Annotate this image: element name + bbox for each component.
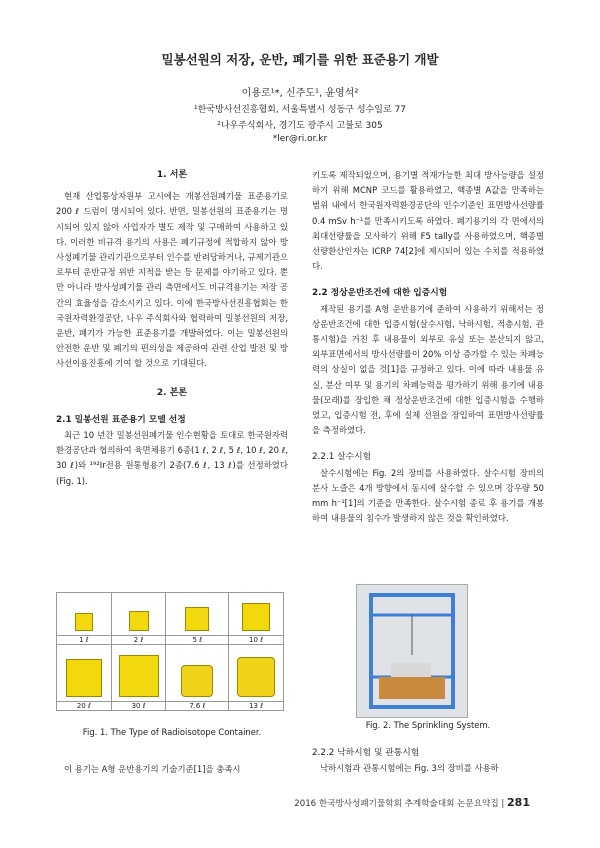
- figure-2-sprinkling-system: [356, 584, 468, 718]
- email: *ler@ri.or.kr: [272, 134, 328, 144]
- section-heading-intro: 1. 서론: [156, 170, 188, 180]
- container-image: [111, 645, 166, 702]
- figure-1-caption: Fig. 1. The Type of Radioisotope Container.: [82, 727, 262, 737]
- right-column: [312, 168, 544, 526]
- sprinkling-paragraph: 살수시험에는 Fig. 2의 장비를 사용하였다. 살수시험 장비의 분사 노즐은 4개 방향에서 동시에 살수할 수 있으며 강우량 50 mm h⁻¹[1]의 기준을 만족한다. 살수시험 종료 후 용기를 개봉하여 내용물의 침수가 발생하지 않은 것을 확인하였다.: [312, 467, 544, 524]
- container-label: 2 ℓ: [111, 636, 166, 645]
- paper-title: 밀봉선원의 저장, 운반, 폐기를 위한 표준용기 개발: [161, 52, 439, 67]
- container-image: [111, 593, 166, 636]
- affiliation-2: ²나우주식회사, 경기도 광주시 고불로 305: [217, 121, 383, 131]
- container-image: [57, 645, 112, 702]
- page-number: 281: [507, 796, 530, 809]
- page-footer: [294, 796, 530, 809]
- container-label: 1 ℓ: [57, 636, 112, 645]
- subsection-2-2-1: 2.2.1 살수시험: [312, 452, 372, 463]
- drop-test-paragraph: 낙하시험과 관통시험에는 Fig. 3의 장비를 사용하: [320, 763, 499, 774]
- container-label: 5 ℓ: [166, 636, 229, 645]
- left-column: [56, 168, 288, 489]
- affiliation-1: ¹한국방사선진흥협회, 서울특별시 성동구 성수일로 77: [194, 105, 406, 115]
- footer-text: 2016 한국방사성폐기물학회 추계학술대회 논문요약집 |: [294, 799, 508, 809]
- left-last-line: 이 용기는 A형 운반용기의 기술기준[1]을 충족시: [64, 764, 241, 774]
- subsection-2-2: 2.2 정상운반조건에 대한 입증시험: [312, 288, 448, 299]
- container-image: [229, 645, 284, 702]
- subsection-2-2-2: 2.2.2 낙하시험 및 관통시험: [312, 748, 420, 758]
- right-bottom: [312, 746, 544, 776]
- container-label: 20 ℓ: [57, 702, 112, 711]
- intro-paragraph: 현재 산업통상자원부 고시에는 개봉선원폐기물 표준용기로 200 ℓ 드럼이 명시되어 있다. 반면, 밀봉선원의 표준용기는 명시되어 있지 않아 사업자가 별도 제작 및 구매하여 사용하고 있다. 이러한 비규격 용기의 사용은 폐기규정에 적합하지 않아 방사성폐기물 관리기관으로부터 인수를 반려당하거나, 규제기관으로부터 운반규정 위반 지적을 받는 등 문제를 야기하고 있다. 뿐만 아니라 방사성폐기물 관리 측면에서도 비규격용기는 저장 공간의 효율성을 감소시키고 있다. 이에 한국방사선진흥협회는 한국원자력환경공단, 나우 주식회사와 협력하여 밀봉선원의 저장, 운반, 폐기가 가능한 표준용기를 개발하였다. 이는 밀봉선원의 안전한 운반 및 폐기의 편의성을 제공하여 관련 산업 발전 및 방사선이용진흥에 기여 할 것으로 기대된다.: [56, 191, 288, 369]
- container-image: [166, 645, 229, 702]
- container-image: [166, 593, 229, 636]
- figure-1-containers: [56, 592, 284, 722]
- container-label: 10 ℓ: [229, 636, 284, 645]
- subsection-2-1: 2.1 밀봉선원 표준용기 모델 선정: [56, 414, 186, 425]
- container-label: 13 ℓ: [229, 702, 284, 711]
- container-image: [229, 593, 284, 636]
- authors: 이용로¹*, 신주도¹, 윤영석²: [241, 88, 359, 99]
- model-paragraph: 최근 10 년간 밀봉선원폐기물 인수현황을 토대로 한국원자력환경공단과 협의하여 육면체용기 6종(1 ℓ, 2 ℓ, 5 ℓ, 10 ℓ, 20 ℓ, 30 ℓ)와 ¹⁹²Ir전용 원통형용기 2종(7.6 ℓ, 13 ℓ)를 선정하였다(Fig. 1).: [56, 430, 288, 486]
- mcnp-paragraph: 키도록 제작되었으며, 용기별 적재가능한 최대 방사능량을 설정하기 위해 MCNP 코드를 활용하였고, 핵종별 A값을 만족하는 범위 내에서 한국원자력환경공단의 인수기준인 표면방사선량률 0.4 mSv h⁻¹를 만족시키도록 하였다. 폐기용기의 각 면에서의 최대선량률을 모사하기 위해 F5 tally를 사용하였으며, 핵종별 선량환산인자는 ICRP 74[2]에 제시되어 있는 수치를 적용하였다.: [312, 170, 544, 272]
- container-image: [57, 593, 112, 636]
- section-heading-body: 2. 본론: [156, 387, 188, 398]
- proof-test-paragraph: 제작된 용기를 A형 운반용기에 준하여 사용하기 위해서는 정상운반조건에 대한 입증시험(살수시험, 낙하시험, 적층시험, 관통시험)을 거친 후 내용물이 외부로 유실 또는 분산되지 않고, 외부표면에서의 방사선량률이 20% 이상 증가할 수 있는 차폐능력의 상실이 없을 것[1]을 규정하고 있다. 이에 따라 내용물 유실, 분산 여부 및 용기의 차폐능력을 평가하기 위해 용기에 내용물(모래)를 장입한 채 정상운반조건에 대한 입증시험을 수행하였고, 입증시험 전, 후에 실제 선원을 장입하여 표면방사선량률을 측정하였다.: [312, 303, 544, 436]
- figure-2-caption: Fig. 2. The Sprinkling System.: [365, 720, 491, 730]
- container-label: 7.6 ℓ: [166, 702, 229, 711]
- container-label: 30 ℓ: [111, 702, 166, 711]
